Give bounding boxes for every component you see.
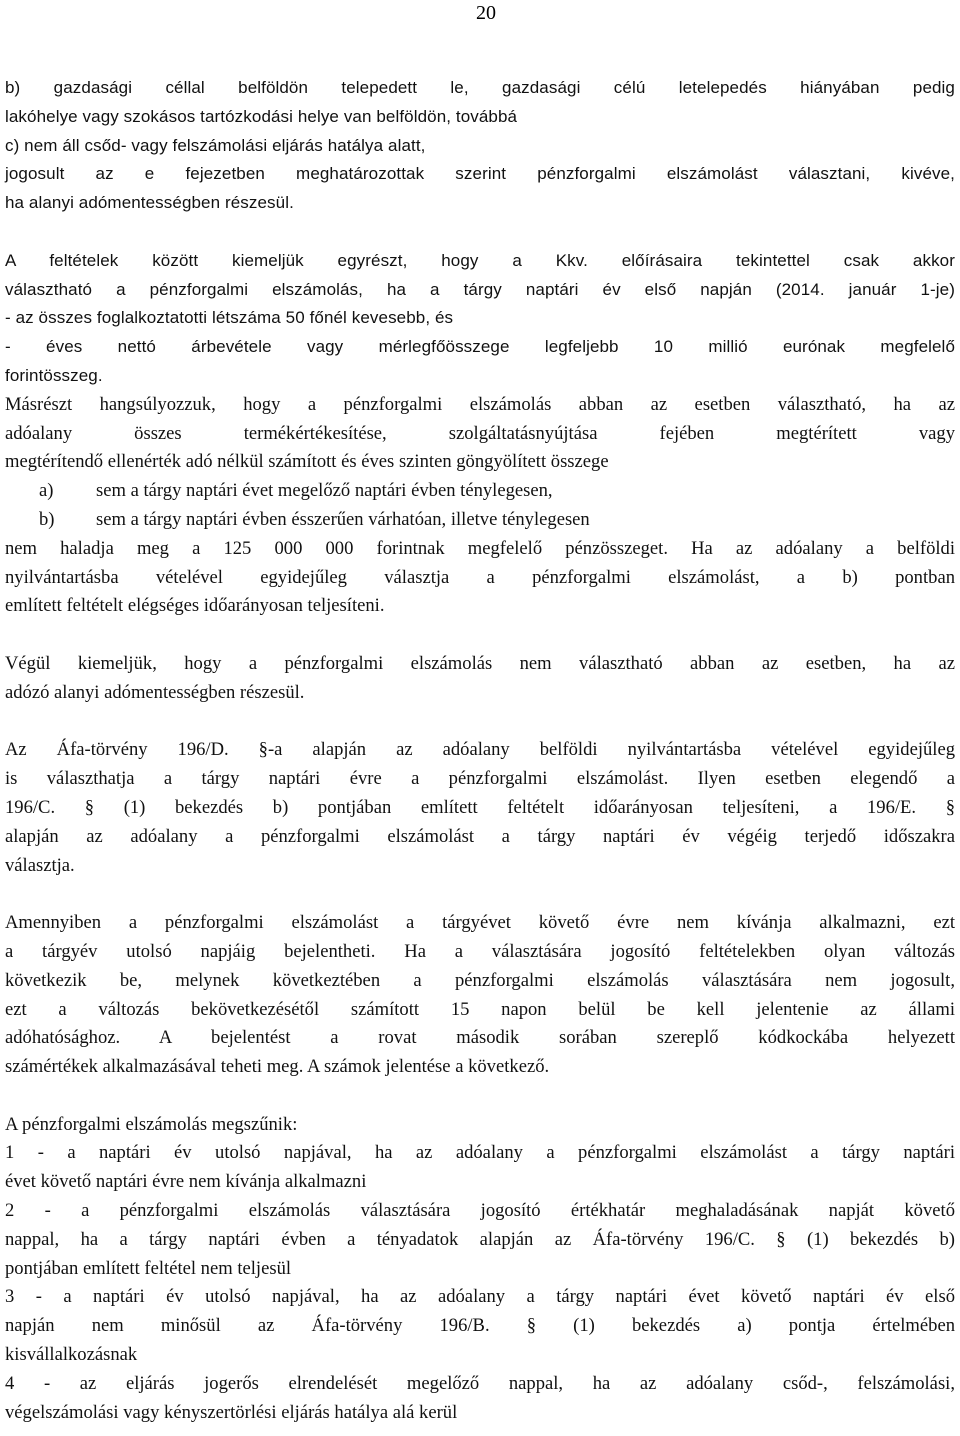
text-line: a tárgyév utolsó napjáig bejelentheti. Ha a választására jogosító feltételekben olyan változás	[5, 940, 955, 962]
list-item	[5, 506, 955, 535]
text-line: lakóhelye vagy szokásos tartózkodási helye van belföldön, továbbá	[5, 106, 518, 126]
text-line: 2 - a pénzforgalmi elszámolás választására jogosító értékhatár meghaladásának napját követő	[5, 1200, 955, 1222]
text-line: kisvállalkozásnak	[5, 1344, 138, 1366]
paragraph-termination-codes	[5, 1111, 955, 1428]
text-line: Másrészt hangsúlyozzuk, hogy a pénzforgalmi elszámolás abban az esetben választható, ha az	[5, 393, 955, 415]
text-line: - az összes foglalkoztatotti létszáma 50 főnél kevesebb, és	[5, 308, 454, 328]
text-line: 3 - a naptári év utolsó napjával, ha az adóalany a tárgy naptári évet követő naptári év első	[5, 1286, 955, 1308]
page-number: 20	[476, 2, 496, 24]
list-item-text: sem a tárgy naptári évben ésszerűen várhatóan, illetve ténylegesen	[96, 508, 590, 530]
paragraph-afa-196d	[5, 736, 955, 880]
text-line: - éves nettó árbevétele vagy mérlegfőösszege legfeljebb 10 millió eurónak megfelelő	[5, 337, 955, 357]
text-line: ha alanyi adómentességben részesül.	[5, 193, 294, 213]
text-line: 1 - a naptári év utolsó napjával, ha az adóalany a pénzforgalmi elszámolást a tárgy naptári	[5, 1142, 955, 1164]
text-line: c) nem áll csőd- vagy felszámolási eljárás hatálya alatt,	[5, 135, 426, 155]
text-line: A feltételek között kiemeljük egyrészt, hogy a Kkv. előírásaira tekintettel csak akkor	[5, 250, 955, 270]
text-line: b) gazdasági céllal belföldön telepedett le, gazdasági célú letelepedés hiányában pedig	[5, 78, 955, 97]
text-line: is választhatja a tárgy naptári évre a pénzforgalmi elszámolást. Ilyen esetben elegendő a	[5, 768, 955, 790]
text-line: adózó alanyi adómentességben részesül.	[5, 681, 305, 703]
text-line: következik be, melynek következtében a pénzforgalmi elszámolás választására nem jogosult,	[5, 969, 955, 991]
text-line: ezt a változás bekövetkezésétől számított 15 napon belül be kell jelentenie az állami	[5, 998, 955, 1020]
text-line: választja.	[5, 854, 75, 876]
text-line: számértékek alkalmazásával teheti meg. A számok jelentése a következő.	[5, 1056, 550, 1078]
paragraph-exemption-note	[5, 650, 955, 708]
text-line: nyilvántartásba vételével egyidejűleg választja a pénzforgalmi elszámolást, a b) pontban	[5, 566, 955, 588]
paragraph-kkv-conditions	[5, 247, 955, 391]
text-line: végelszámolási vagy kényszertörlési eljárás hatálya alá kerül	[5, 1401, 458, 1423]
list-item-label: b)	[39, 508, 55, 530]
text-line: nappal, ha a tárgy naptári évben a tényadatok alapján az Áfa-törvény 196/C. § (1) bekezdés b)	[5, 1228, 955, 1250]
text-line: jogosult az e fejezetben meghatározottak szerint pénzforgalmi elszámolást választani, kivéve,	[5, 164, 955, 184]
document-body	[5, 74, 955, 1427]
paragraph-eligibility-conditions	[5, 74, 955, 218]
text-line: 4 - az eljárás jogerős elrendelését megelőző nappal, ha az adóalany csőd-, felszámolási,	[5, 1372, 955, 1394]
text-line: pontjában említett feltétel nem teljesül	[5, 1257, 292, 1279]
text-line: megtérítendő ellenérték adó nélkül számított és éves szinten göngyölített összege	[5, 451, 609, 473]
text-line: említett feltételt elégséges időarányosan teljesíteni.	[5, 595, 385, 617]
text-line: napján nem minősül az Áfa-törvény 196/B. § (1) bekezdés a) pontja értelmében	[5, 1315, 955, 1337]
text-line: évet követő naptári évre nem kívánja alkalmazni	[5, 1171, 367, 1193]
text-line: nem haladja meg a 125 000 000 forintnak megfelelő pénzösszeget. Ha az adóalany a belföldi	[5, 537, 955, 559]
text-line: forintösszeg.	[5, 365, 103, 385]
text-line: Az Áfa-törvény 196/D. §-a alapján az adóalany belföldi nyilvántartásba vételével egyidejűleg	[5, 739, 955, 761]
text-line: 196/C. § (1) bekezdés b) pontjában említett feltételt időarányosan teljesíteni, a 196/E. §	[5, 796, 955, 818]
text-line: választható a pénzforgalmi elszámolás, ha a tárgy naptári év első napján (2014. január 1-je)	[5, 279, 955, 299]
text-line: alapján az adóalany a pénzforgalmi elszámolást a tárgy naptári év végéig terjedő időszakra	[5, 825, 955, 847]
text-line: Amennyiben a pénzforgalmi elszámolást a tárgyévet követő évre nem kívánja alkalmazni, ezt	[5, 912, 955, 934]
list-item-label: a)	[39, 480, 54, 502]
paragraph-notification	[5, 909, 955, 1082]
paragraph-revenue-threshold	[5, 391, 955, 621]
section-heading: A pénzforgalmi elszámolás megszűnik:	[5, 1113, 298, 1135]
text-line: Végül kiemeljük, hogy a pénzforgalmi elszámolás nem választható abban az esetben, ha az	[5, 652, 955, 674]
list-item	[5, 477, 955, 506]
text-line: adóalany összes termékértékesítése, szolgáltatásnyújtása fejében megtérített vagy	[5, 422, 955, 444]
list-item-text: sem a tárgy naptári évet megelőző naptári évben ténylegesen,	[96, 480, 553, 502]
text-line: adóhatósághoz. A bejelentést a rovat második sorában szereplő kódkockába helyezett	[5, 1027, 955, 1049]
